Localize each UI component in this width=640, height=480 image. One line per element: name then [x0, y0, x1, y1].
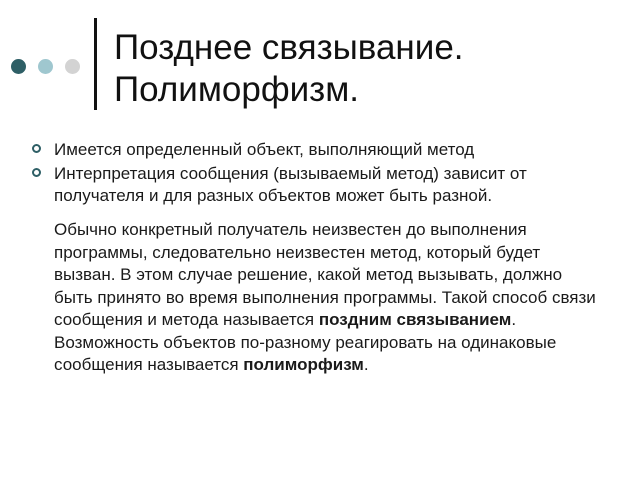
dot-dark-icon — [11, 59, 26, 74]
dot-gray-icon — [65, 59, 80, 74]
bullet-text: Интерпретация сообщения (вызываемый метод) зависит от получателя и для разных объектов может быть разной. — [54, 164, 527, 205]
paragraph-text-2: . Возможность объектов по-разному реагировать на одинаковые сообщения называется — [54, 310, 557, 374]
dot-light-icon — [38, 59, 53, 74]
slide-title — [114, 27, 624, 111]
bullet-text: Имеется определенный объект, выполняющий метод — [54, 140, 475, 159]
slide-content — [32, 139, 602, 377]
bullet-circle-icon — [32, 168, 41, 177]
paragraph-text-1: Обычно конкретный получатель неизвестен до выполнения программы, следовательно неизвестен метод, который будет вызван. В этом случае решение, какой метод вызывать, должно быть принято во время выполнения программы. Такой способ связи сообщения и метода называется — [54, 220, 596, 329]
bullet-item — [32, 163, 602, 207]
title-line-1: Позднее связывание. — [114, 28, 464, 67]
title-divider — [94, 18, 97, 110]
bullet-item — [32, 139, 602, 161]
title-line-2: Полиморфизм. — [114, 70, 359, 109]
bullet-circle-icon — [32, 144, 41, 153]
term-late-binding: поздним связыванием — [318, 310, 512, 329]
explanation-paragraph — [32, 219, 602, 377]
paragraph-text-3: . — [363, 355, 369, 374]
term-polymorphism: полиморфизм — [243, 355, 364, 374]
